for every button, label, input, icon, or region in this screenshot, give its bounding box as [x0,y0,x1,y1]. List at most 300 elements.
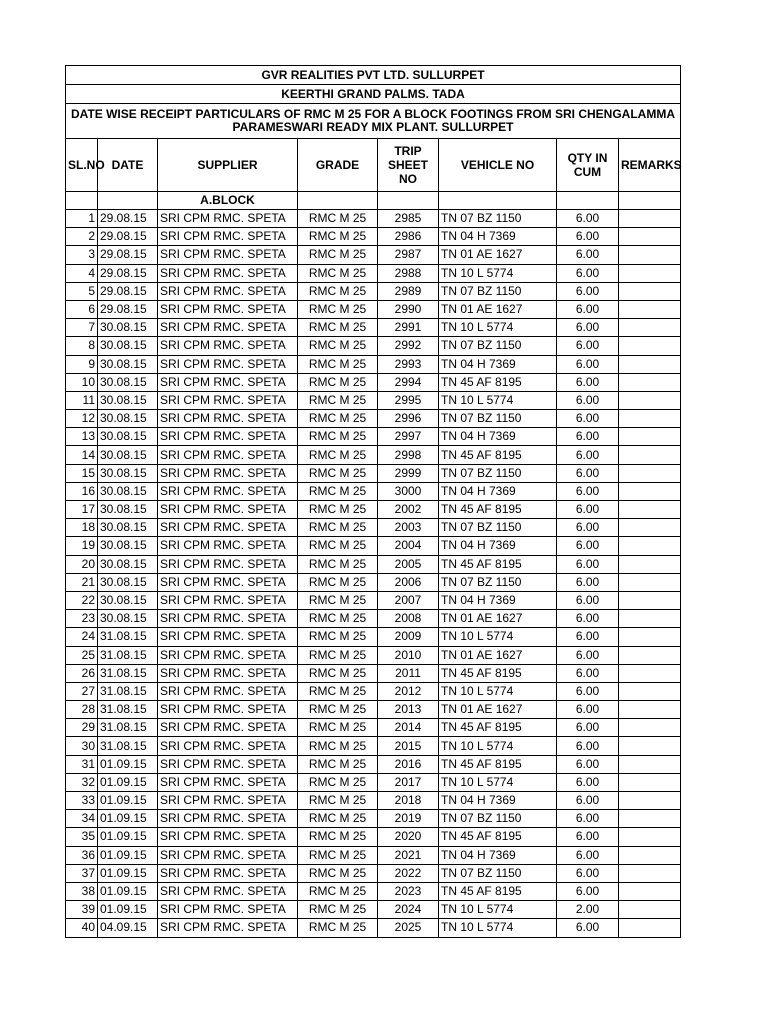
table-row [66,773,681,791]
section-row [66,192,681,210]
cell-trip-sheet: 2018 [378,792,439,810]
table-row [66,828,681,846]
cell-supplier: SRI CPM RMC. SPETA [158,646,298,664]
cell-date: 29.08.15 [98,228,158,246]
cell-slno: 15 [66,464,98,482]
cell-trip-sheet: 2989 [378,282,439,300]
report-description: DATE WISE RECEIPT PARTICULARS OF RMC M 25 FOR A BLOCK FOOTINGS FROM SRI CHENGALAMMA PARAMESWARI READY MIX PLANT. SULLURPET [66,104,681,139]
cell-grade: RMC M 25 [298,846,378,864]
cell-qty: 6.00 [557,337,619,355]
cell-remarks [619,355,681,373]
cell-supplier: SRI CPM RMC. SPETA [158,792,298,810]
header-remarks: REMARKS [619,139,681,192]
cell-date: 01.09.15 [98,846,158,864]
cell-supplier: SRI CPM RMC. SPETA [158,446,298,464]
cell-trip-sheet: 2003 [378,519,439,537]
cell-vehicle: TN 10 L 5774 [439,391,557,409]
cell-trip-sheet: 2991 [378,319,439,337]
cell-remarks [619,446,681,464]
cell-trip-sheet: 2985 [378,210,439,228]
cell-supplier: SRI CPM RMC. SPETA [158,555,298,573]
cell-trip-sheet: 2988 [378,264,439,282]
cell-supplier: SRI CPM RMC. SPETA [158,737,298,755]
cell-supplier: SRI CPM RMC. SPETA [158,482,298,500]
cell-slno: 10 [66,373,98,391]
cell-qty: 6.00 [557,300,619,318]
header-supplier: SUPPLIER [158,139,298,192]
cell-trip-sheet: 2020 [378,828,439,846]
cell-supplier: SRI CPM RMC. SPETA [158,246,298,264]
cell-trip-sheet: 2023 [378,882,439,900]
cell-supplier: SRI CPM RMC. SPETA [158,682,298,700]
cell-slno: 1 [66,210,98,228]
cell-slno: 3 [66,246,98,264]
table-row [66,282,681,300]
cell-qty: 6.00 [557,355,619,373]
cell-remarks [619,537,681,555]
cell-slno: 37 [66,864,98,882]
cell-grade: RMC M 25 [298,246,378,264]
cell-supplier: SRI CPM RMC. SPETA [158,810,298,828]
table-row [66,519,681,537]
cell-grade: RMC M 25 [298,519,378,537]
cell-remarks [619,628,681,646]
cell-grade: RMC M 25 [298,573,378,591]
column-header-row [66,139,681,192]
cell-supplier: SRI CPM RMC. SPETA [158,337,298,355]
cell-slno: 16 [66,482,98,500]
cell-trip-sheet: 2002 [378,501,439,519]
cell-vehicle: TN 04 H 7369 [439,428,557,446]
cell-grade: RMC M 25 [298,701,378,719]
cell-trip-sheet: 2010 [378,646,439,664]
project-title: KEERTHI GRAND PALMS. TADA [66,85,681,104]
cell-trip-sheet: 3000 [378,482,439,500]
cell-date: 31.08.15 [98,664,158,682]
cell-grade: RMC M 25 [298,882,378,900]
cell-trip-sheet: 2021 [378,846,439,864]
cell-qty: 6.00 [557,737,619,755]
cell-grade: RMC M 25 [298,319,378,337]
cell-slno: 4 [66,264,98,282]
section-empty-cell [66,192,98,210]
cell-remarks [619,319,681,337]
cell-grade: RMC M 25 [298,355,378,373]
cell-grade: RMC M 25 [298,773,378,791]
cell-date: 30.08.15 [98,337,158,355]
cell-qty: 6.00 [557,555,619,573]
cell-trip-sheet: 2997 [378,428,439,446]
cell-remarks [619,464,681,482]
cell-date: 30.08.15 [98,391,158,409]
company-title: GVR REALITIES PVT LTD. SULLURPET [66,66,681,85]
header-date: DATE [98,139,158,192]
cell-remarks [619,373,681,391]
cell-qty: 6.00 [557,846,619,864]
cell-supplier: SRI CPM RMC. SPETA [158,519,298,537]
cell-slno: 12 [66,410,98,428]
cell-vehicle: TN 07 BZ 1150 [439,210,557,228]
cell-grade: RMC M 25 [298,391,378,409]
cell-grade: RMC M 25 [298,228,378,246]
cell-slno: 36 [66,846,98,864]
table-row [66,864,681,882]
cell-vehicle: TN 07 BZ 1150 [439,519,557,537]
cell-slno: 5 [66,282,98,300]
cell-grade: RMC M 25 [298,719,378,737]
cell-vehicle: TN 04 H 7369 [439,591,557,609]
cell-vehicle: TN 07 BZ 1150 [439,573,557,591]
cell-vehicle: TN 01 AE 1627 [439,246,557,264]
cell-date: 30.08.15 [98,355,158,373]
cell-supplier: SRI CPM RMC. SPETA [158,628,298,646]
cell-date: 01.09.15 [98,864,158,882]
cell-vehicle: TN 07 BZ 1150 [439,337,557,355]
cell-date: 31.08.15 [98,646,158,664]
cell-qty: 6.00 [557,464,619,482]
cell-trip-sheet: 2024 [378,901,439,919]
section-empty-cell [298,192,378,210]
cell-qty: 6.00 [557,628,619,646]
table-row [66,846,681,864]
cell-vehicle: TN 45 AF 8195 [439,501,557,519]
cell-grade: RMC M 25 [298,264,378,282]
cell-date: 30.08.15 [98,501,158,519]
cell-date: 01.09.15 [98,882,158,900]
cell-remarks [619,610,681,628]
table-row [66,264,681,282]
cell-supplier: SRI CPM RMC. SPETA [158,610,298,628]
cell-date: 31.08.15 [98,701,158,719]
cell-qty: 6.00 [557,391,619,409]
cell-vehicle: TN 10 L 5774 [439,773,557,791]
table-row [66,755,681,773]
cell-slno: 19 [66,537,98,555]
cell-vehicle: TN 07 BZ 1150 [439,464,557,482]
cell-date: 29.08.15 [98,246,158,264]
cell-qty: 6.00 [557,591,619,609]
cell-slno: 13 [66,428,98,446]
cell-qty: 6.00 [557,482,619,500]
cell-supplier: SRI CPM RMC. SPETA [158,410,298,428]
cell-remarks [619,482,681,500]
cell-qty: 6.00 [557,410,619,428]
section-empty-cell [439,192,557,210]
cell-vehicle: TN 10 L 5774 [439,682,557,700]
cell-slno: 6 [66,300,98,318]
cell-grade: RMC M 25 [298,664,378,682]
cell-qty: 6.00 [557,864,619,882]
cell-grade: RMC M 25 [298,337,378,355]
cell-supplier: SRI CPM RMC. SPETA [158,919,298,937]
cell-grade: RMC M 25 [298,464,378,482]
cell-qty: 6.00 [557,210,619,228]
cell-vehicle: TN 45 AF 8195 [439,373,557,391]
cell-supplier: SRI CPM RMC. SPETA [158,319,298,337]
header-grade: GRADE [298,139,378,192]
cell-date: 30.08.15 [98,428,158,446]
cell-grade: RMC M 25 [298,737,378,755]
cell-vehicle: TN 10 L 5774 [439,319,557,337]
table-row [66,464,681,482]
cell-trip-sheet: 2025 [378,919,439,937]
cell-trip-sheet: 2999 [378,464,439,482]
cell-date: 31.08.15 [98,719,158,737]
cell-slno: 40 [66,919,98,937]
cell-trip-sheet: 2008 [378,610,439,628]
cell-trip-sheet: 2017 [378,773,439,791]
cell-slno: 31 [66,755,98,773]
cell-supplier: SRI CPM RMC. SPETA [158,773,298,791]
cell-slno: 14 [66,446,98,464]
table-row [66,228,681,246]
cell-grade: RMC M 25 [298,555,378,573]
receipt-table [65,65,681,938]
cell-trip-sheet: 2992 [378,337,439,355]
cell-trip-sheet: 2015 [378,737,439,755]
table-row [66,919,681,937]
table-row [66,300,681,318]
table-row [66,573,681,591]
table-row [66,555,681,573]
cell-date: 30.08.15 [98,555,158,573]
table-row [66,810,681,828]
cell-vehicle: TN 07 BZ 1150 [439,282,557,300]
cell-qty: 2.00 [557,901,619,919]
cell-grade: RMC M 25 [298,501,378,519]
table-row [66,428,681,446]
cell-grade: RMC M 25 [298,410,378,428]
cell-grade: RMC M 25 [298,828,378,846]
cell-slno: 29 [66,719,98,737]
table-row [66,591,681,609]
table-row [66,501,681,519]
cell-date: 29.08.15 [98,210,158,228]
cell-vehicle: TN 10 L 5774 [439,919,557,937]
table-row [66,719,681,737]
cell-vehicle: TN 10 L 5774 [439,264,557,282]
cell-remarks [619,701,681,719]
cell-remarks [619,664,681,682]
cell-trip-sheet: 2013 [378,701,439,719]
cell-trip-sheet: 2011 [378,664,439,682]
cell-vehicle: TN 10 L 5774 [439,628,557,646]
cell-remarks [619,391,681,409]
cell-slno: 28 [66,701,98,719]
cell-trip-sheet: 2996 [378,410,439,428]
cell-date: 01.09.15 [98,755,158,773]
cell-supplier: SRI CPM RMC. SPETA [158,664,298,682]
cell-date: 29.08.15 [98,300,158,318]
cell-slno: 2 [66,228,98,246]
cell-supplier: SRI CPM RMC. SPETA [158,537,298,555]
cell-qty: 6.00 [557,755,619,773]
table-row [66,355,681,373]
cell-qty: 6.00 [557,828,619,846]
cell-supplier: SRI CPM RMC. SPETA [158,373,298,391]
cell-qty: 6.00 [557,519,619,537]
cell-qty: 6.00 [557,501,619,519]
cell-qty: 6.00 [557,810,619,828]
table-row [66,901,681,919]
cell-date: 30.08.15 [98,373,158,391]
cell-qty: 6.00 [557,228,619,246]
cell-remarks [619,755,681,773]
cell-slno: 30 [66,737,98,755]
cell-remarks [619,501,681,519]
cell-supplier: SRI CPM RMC. SPETA [158,210,298,228]
cell-vehicle: TN 45 AF 8195 [439,446,557,464]
cell-remarks [619,901,681,919]
cell-grade: RMC M 25 [298,901,378,919]
cell-qty: 6.00 [557,319,619,337]
cell-slno: 26 [66,664,98,682]
cell-qty: 6.00 [557,882,619,900]
cell-vehicle: TN 45 AF 8195 [439,664,557,682]
cell-remarks [619,773,681,791]
cell-date: 29.08.15 [98,282,158,300]
cell-date: 29.08.15 [98,264,158,282]
cell-vehicle: TN 04 H 7369 [439,482,557,500]
cell-vehicle: TN 04 H 7369 [439,846,557,864]
cell-vehicle: TN 04 H 7369 [439,355,557,373]
cell-grade: RMC M 25 [298,446,378,464]
cell-date: 30.08.15 [98,591,158,609]
table-row [66,319,681,337]
cell-supplier: SRI CPM RMC. SPETA [158,846,298,864]
cell-date: 30.08.15 [98,573,158,591]
header-vehicle: VEHICLE NO [439,139,557,192]
cell-qty: 6.00 [557,646,619,664]
cell-supplier: SRI CPM RMC. SPETA [158,428,298,446]
table-row [66,446,681,464]
table-row [66,246,681,264]
cell-remarks [619,428,681,446]
header-slno: SL.NO [66,139,98,192]
cell-grade: RMC M 25 [298,537,378,555]
cell-vehicle: TN 10 L 5774 [439,737,557,755]
cell-supplier: SRI CPM RMC. SPETA [158,701,298,719]
cell-trip-sheet: 2986 [378,228,439,246]
cell-remarks [619,646,681,664]
cell-vehicle: TN 04 H 7369 [439,537,557,555]
cell-date: 31.08.15 [98,682,158,700]
cell-supplier: SRI CPM RMC. SPETA [158,755,298,773]
cell-vehicle: TN 01 AE 1627 [439,701,557,719]
table-row [66,701,681,719]
section-empty-cell [378,192,439,210]
cell-remarks [619,282,681,300]
section-label: A.BLOCK [158,192,298,210]
table-row [66,664,681,682]
cell-qty: 6.00 [557,664,619,682]
cell-date: 30.08.15 [98,610,158,628]
cell-trip-sheet: 2995 [378,391,439,409]
cell-trip-sheet: 2990 [378,300,439,318]
cell-remarks [619,337,681,355]
cell-grade: RMC M 25 [298,373,378,391]
cell-remarks [619,792,681,810]
cell-date: 01.09.15 [98,792,158,810]
cell-trip-sheet: 2993 [378,355,439,373]
cell-trip-sheet: 2014 [378,719,439,737]
cell-grade: RMC M 25 [298,282,378,300]
cell-remarks [619,300,681,318]
cell-qty: 6.00 [557,282,619,300]
cell-date: 31.08.15 [98,737,158,755]
cell-remarks [619,719,681,737]
cell-date: 30.08.15 [98,446,158,464]
section-empty-cell [619,192,681,210]
cell-grade: RMC M 25 [298,628,378,646]
cell-grade: RMC M 25 [298,610,378,628]
cell-grade: RMC M 25 [298,864,378,882]
cell-qty: 6.00 [557,573,619,591]
cell-slno: 24 [66,628,98,646]
cell-remarks [619,846,681,864]
cell-remarks [619,591,681,609]
cell-grade: RMC M 25 [298,810,378,828]
table-row [66,628,681,646]
cell-remarks [619,210,681,228]
cell-slno: 18 [66,519,98,537]
cell-vehicle: TN 04 H 7369 [439,228,557,246]
cell-remarks [619,810,681,828]
cell-supplier: SRI CPM RMC. SPETA [158,719,298,737]
cell-supplier: SRI CPM RMC. SPETA [158,882,298,900]
table-row [66,482,681,500]
cell-supplier: SRI CPM RMC. SPETA [158,828,298,846]
cell-slno: 33 [66,792,98,810]
cell-slno: 17 [66,501,98,519]
cell-slno: 11 [66,391,98,409]
cell-supplier: SRI CPM RMC. SPETA [158,901,298,919]
table-row [66,391,681,409]
cell-vehicle: TN 01 AE 1627 [439,610,557,628]
cell-vehicle: TN 45 AF 8195 [439,882,557,900]
header-qty: QTY IN CUM [557,139,619,192]
cell-trip-sheet: 2019 [378,810,439,828]
table-row [66,410,681,428]
cell-remarks [619,828,681,846]
cell-vehicle: TN 07 BZ 1150 [439,410,557,428]
cell-vehicle: TN 01 AE 1627 [439,300,557,318]
cell-qty: 6.00 [557,719,619,737]
cell-remarks [619,519,681,537]
table-row [66,646,681,664]
cell-date: 01.09.15 [98,810,158,828]
cell-remarks [619,882,681,900]
table-row [66,682,681,700]
cell-date: 30.08.15 [98,519,158,537]
cell-supplier: SRI CPM RMC. SPETA [158,864,298,882]
cell-supplier: SRI CPM RMC. SPETA [158,573,298,591]
cell-supplier: SRI CPM RMC. SPETA [158,300,298,318]
cell-slno: 38 [66,882,98,900]
cell-qty: 6.00 [557,610,619,628]
cell-grade: RMC M 25 [298,755,378,773]
cell-trip-sheet: 2004 [378,537,439,555]
section-empty-cell [98,192,158,210]
cell-slno: 27 [66,682,98,700]
cell-remarks [619,919,681,937]
cell-remarks [619,246,681,264]
cell-date: 30.08.15 [98,482,158,500]
cell-date: 31.08.15 [98,628,158,646]
cell-qty: 6.00 [557,264,619,282]
cell-vehicle: TN 07 BZ 1150 [439,864,557,882]
cell-qty: 6.00 [557,246,619,264]
